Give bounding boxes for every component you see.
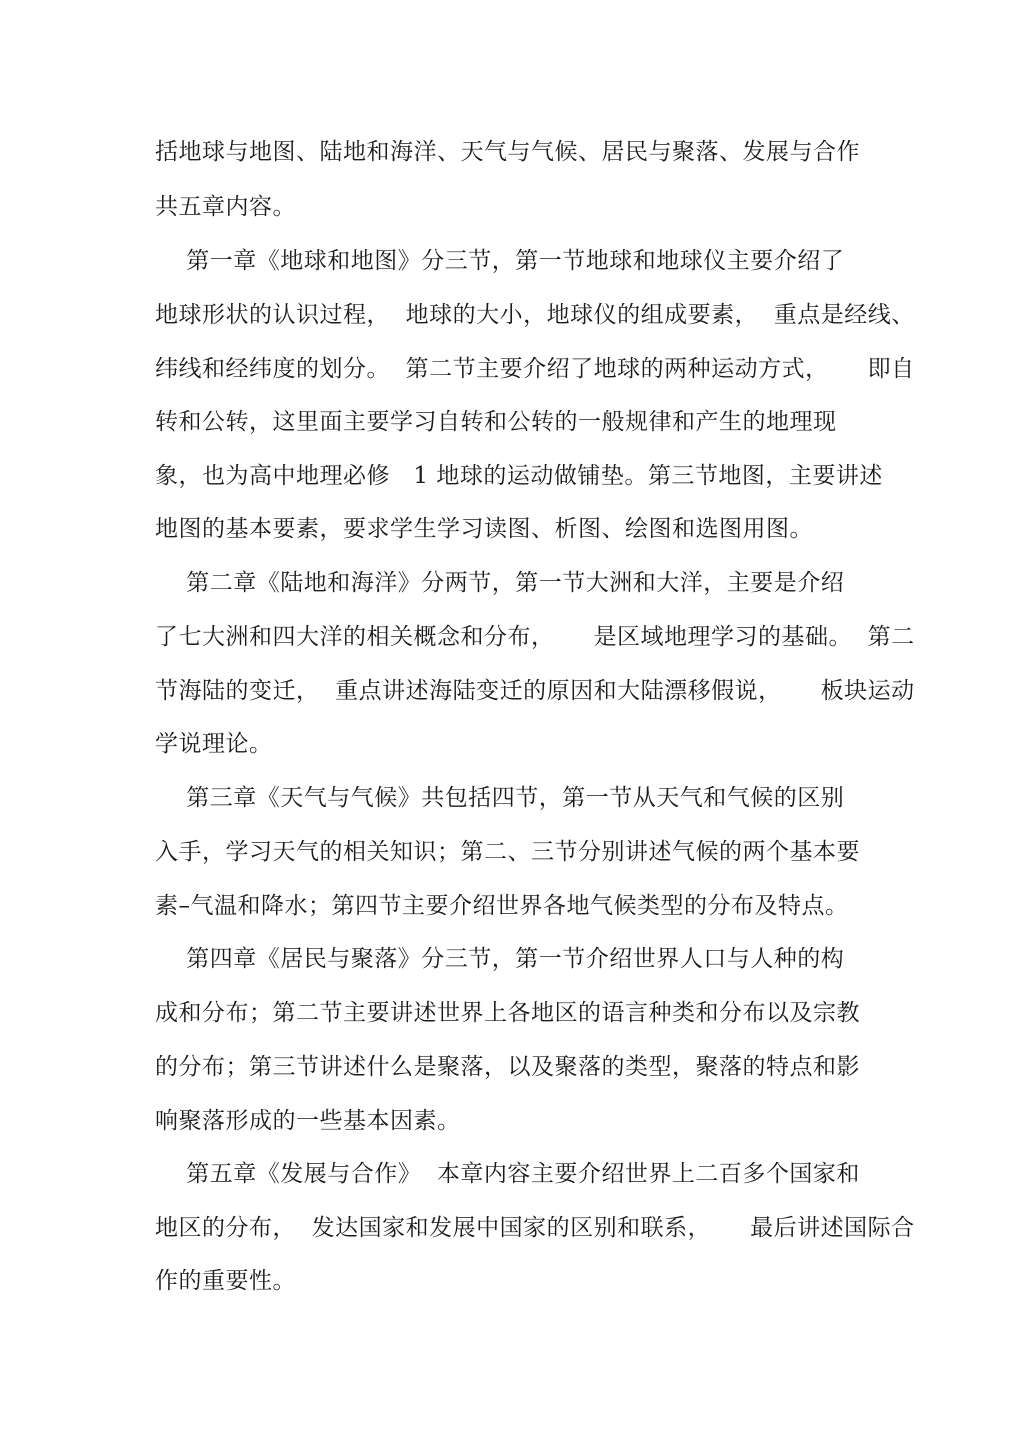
text-line: 第二章《陆地和海洋》分两节，第一节大洲和大洋，主要是介绍 [155, 570, 845, 596]
text-line: 地区的分布， 发达国家和发展中国家的区别和联系， 最后讲述国际合 [155, 1215, 915, 1241]
text-line: 素–气温和降水；第四节主要介绍世界各地气候类型的分布及特点。 [155, 893, 849, 919]
text-line: 转和公转，这里面主要学习自转和公转的一般规律和产生的地理现 [155, 409, 837, 435]
text-line: 括地球与地图、陆地和海洋、天气与气候、居民与聚落、发展与合作 [155, 139, 860, 165]
text-line: 地球形状的认识过程， 地球的大小，地球仪的组成要素， 重点是经线、 [155, 302, 915, 328]
text-line: 的分布；第三节讲述什么是聚落，以及聚落的类型，聚落的特点和影 [155, 1054, 860, 1080]
text-line: 共五章内容。 [155, 194, 296, 220]
text-line: 响聚落形成的一些基本因素。 [155, 1108, 461, 1134]
text-line: 纬线和经纬度的划分。 第二节主要介绍了地球的两种运动方式， 即自 [155, 356, 915, 382]
text-line: 象，也为高中地理必修 1 地球的运动做铺垫。第三节地图，主要讲述 [155, 463, 883, 489]
text-line: 节海陆的变迁， 重点讲述海陆变迁的原因和大陆漂移假说， 板块运动 [155, 678, 915, 704]
text-line: 作的重要性。 [155, 1268, 296, 1294]
text-line: 第四章《居民与聚落》分三节，第一节介绍世界人口与人种的构 [155, 946, 845, 972]
text-line: 第五章《发展与合作》 本章内容主要介绍世界上二百多个国家和 [155, 1161, 860, 1187]
text-line: 成和分布；第二节主要讲述世界上各地区的语言种类和分布以及宗教 [155, 1000, 860, 1026]
text-line: 地图的基本要素，要求学生学习读图、析图、绘图和选图用图。 [155, 516, 813, 542]
text-line: 入手，学习天气的相关知识；第二、三节分别讲述气候的两个基本要 [155, 839, 860, 865]
text-line: 学说理论。 [155, 731, 273, 757]
text-line: 第一章《地球和地图》分三节，第一节地球和地球仪主要介绍了 [155, 248, 845, 274]
text-line: 了七大洲和四大洋的相关概念和分布， 是区域地理学习的基础。 第二 [155, 624, 915, 650]
text-line: 第三章《天气与气候》共包括四节，第一节从天气和气候的区别 [155, 785, 845, 811]
